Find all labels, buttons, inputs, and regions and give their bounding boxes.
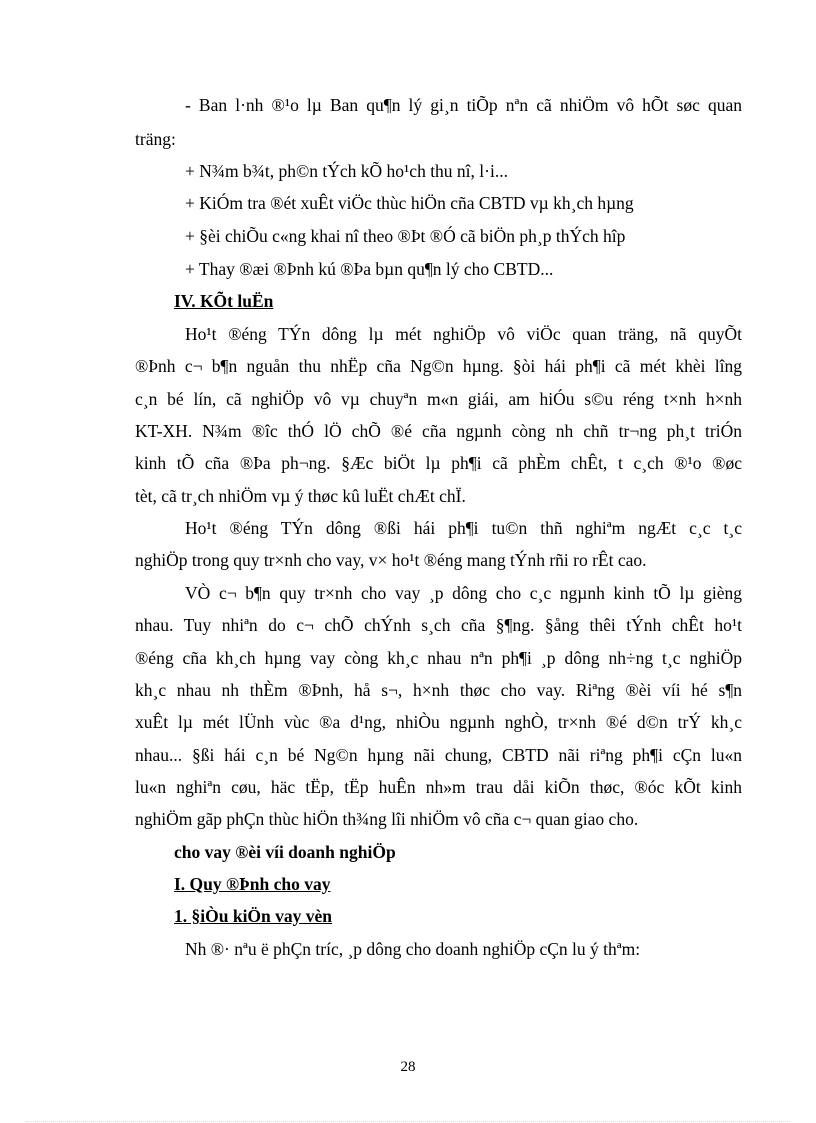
paragraph-line: Ho¹t ®éng TÝn dông lµ mét nghiÖp vô viÖc quan träng, nã quyÕt [185, 324, 742, 344]
paragraph-line: c¸n bé lín, cã nghiÖp vô vµ chuyªn m«n giái, am hiÓu s©u réng t×nh h×nh [135, 389, 742, 409]
paragraph-line: nhau. Tuy nhiªn do c¬ chÕ chÝnh s¸ch cña §¶ng. §ång thêi tÝnh chÊt ho¹t [135, 615, 742, 635]
section-heading: IV. KÕt luËn [174, 291, 274, 311]
chapter-title: cho vay ®èi víi doanh nghiÖp [174, 842, 396, 862]
text-line: - Ban l·nh ®¹o lµ Ban qu¶n lý gi¸n tiÕp nªn cã nhiÖm vô hÕt søc quan [185, 95, 742, 115]
list-item: + KiÓm tra ®ét xuÊt viÖc thùc hiÖn cña CBTD vµ kh¸ch hµng [185, 193, 634, 213]
paragraph-line: tèt, cã tr¸ch nhiÖm vµ ý thøc kû luËt chÆt chÏ. [135, 486, 466, 506]
list-item: + N¾m b¾t, ph©n tÝch kÕ ho¹ch thu nî, l·i... [185, 161, 508, 181]
list-item: + Thay ®æi ®Þnh kú ®Þa bµn qu¶n lý cho CBTD... [185, 259, 554, 279]
paragraph-line: nhau... §ßi hái c¸n bé Ng©n hµng nãi chung, CBTD nãi riªng ph¶i cÇn lu«n [135, 745, 742, 765]
paragraph-line: nghiÖp trong quy tr×nh cho vay, v× ho¹t ®éng mang tÝnh rñi ro rÊt cao. [135, 550, 647, 570]
paragraph-line: lu«n nghiªn cøu, häc tËp, tËp huÊn nh»m trau dåi kiÕn thøc, ®óc kÕt kinh [135, 777, 742, 797]
page-number: 28 [400, 1059, 416, 1075]
list-item: + §èi chiÕu c«ng khai nî theo ®Þt ®Ó cã biÖn ph¸p thÝch hîp [185, 226, 626, 246]
page-divider [26, 1121, 790, 1122]
paragraph-line: nghiÖm gãp phÇn thùc hiÖn th¾ng lîi nhiÖm vô cña c¬ quan giao cho. [135, 809, 639, 829]
text-line: träng: [135, 129, 176, 149]
paragraph-line: ®Þnh c¬ b¶n nguån thu nhËp cña Ng©n hµng. §òi hái ph¶i cã mét khèi lîng [135, 356, 742, 376]
paragraph-line: kinh tÕ cña ®Þa ph¬ng. §Æc biÖt lµ ph¶i cã phÈm chÊt, t c¸ch ®¹o ®øc [135, 453, 742, 473]
subsection-heading: 1. §iÒu kiÖn vay vèn [174, 906, 333, 926]
paragraph-line: xuÊt lµ mét lÜnh vùc ®a d¹ng, nhiÒu ngµnh nghÒ, tr×nh ®é d©n trÝ kh¸c [135, 712, 742, 732]
paragraph-line: Ho¹t ®éng TÝn dông ®ßi hái ph¶i tu©n thñ nghiªm ngÆt c¸c t¸c [185, 518, 742, 538]
section-heading: I. Quy ®Þnh cho vay [174, 874, 331, 894]
paragraph-line: KT-XH. N¾m ®îc thÓ lÖ chÕ ®é cña ngµnh còng nh chñ tr¬ng ph¸t triÓn [135, 421, 742, 441]
text-line: Nh ®· nªu ë phÇn tríc, ¸p dông cho doanh nghiÖp cÇn lu ý thªm: [185, 939, 641, 959]
paragraph-line: VÒ c¬ b¶n quy tr×nh cho vay ¸p dông cho c¸c ngµnh kinh tÕ lµ gièng [185, 583, 742, 603]
paragraph-line: ®éng cña kh¸ch hµng vay còng kh¸c nhau nªn ph¶i ¸p dông nh÷ng t¸c nghiÖp [135, 648, 742, 668]
paragraph-line: kh¸c nhau nh thÈm ®Þnh, hå s¬, h×nh thøc cho vay. Riªng ®èi víi hé s¶n [135, 680, 742, 700]
